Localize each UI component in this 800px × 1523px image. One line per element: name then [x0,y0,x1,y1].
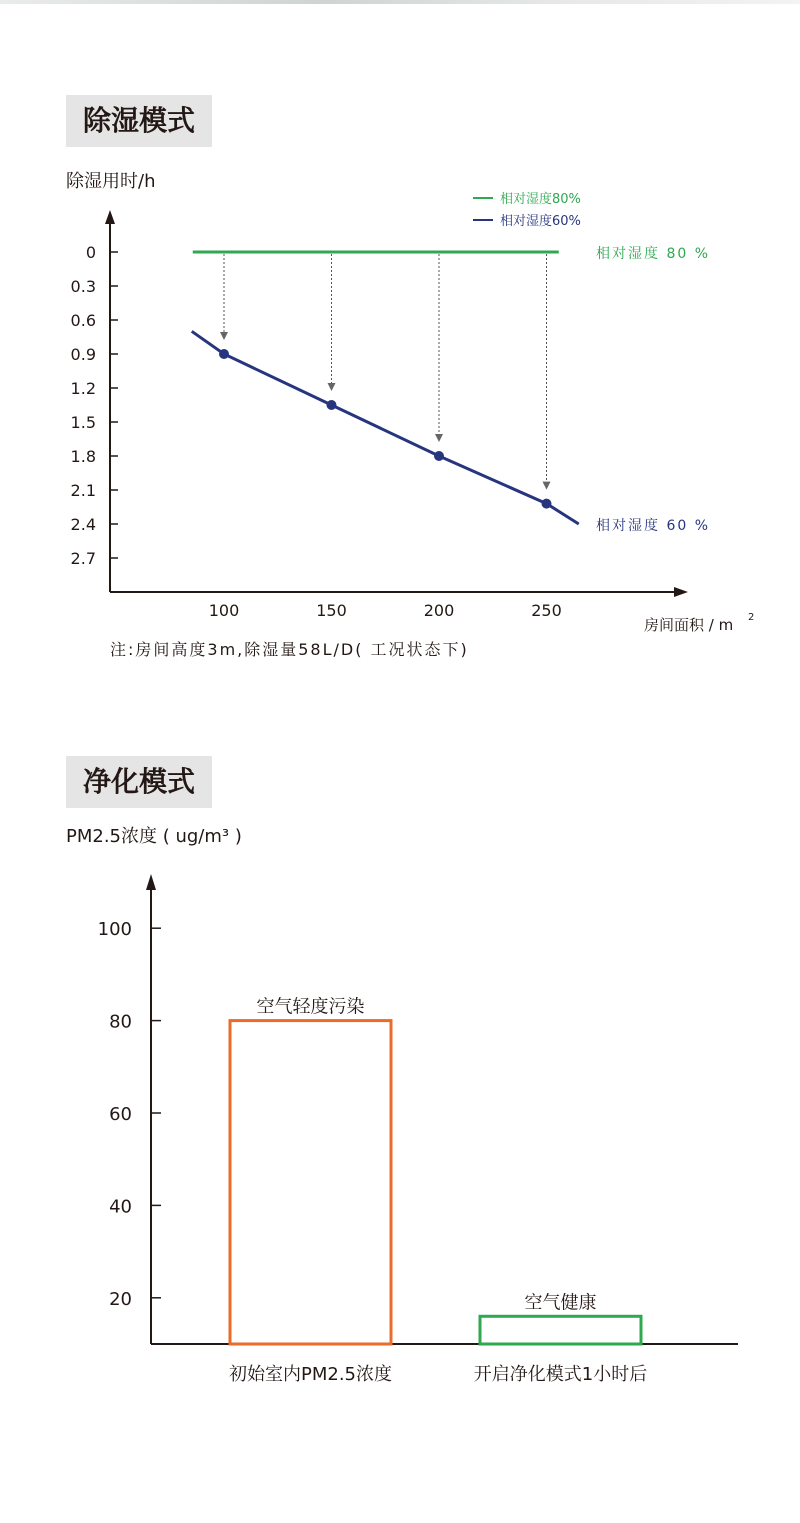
y-tick-label: 1.8 [70,447,96,466]
y-tick-label: 2.1 [70,481,96,500]
series-point-rh60 [327,400,337,410]
series-label-rh60: 相对湿度 60 % [596,518,711,534]
purify-y-axis-label: PM2.5浓度 ( ug/m³ ) [66,826,242,847]
y-axis-arrow [105,210,115,224]
drop-guide-arrow [328,383,336,391]
bar-label: 空气轻度污染 [256,996,365,1018]
bar-label: 空气健康 [524,1292,597,1314]
y-tick-label: 2.4 [70,515,96,534]
series-label-rh80: 相对湿度 80 % [596,246,711,262]
category-label: 开启净化模式1小时后 [473,1364,648,1385]
drop-guide-arrow [543,482,551,490]
y-tick-label: 40 [109,1196,132,1218]
x-axis-label: 房间面积 / m [644,616,734,634]
series-point-rh60 [434,451,444,461]
drop-guide-arrow [220,332,228,340]
series-line-rh60 [192,331,579,524]
x-tick-label: 100 [208,601,240,620]
series-point-rh60 [219,349,229,359]
x-tick-label: 200 [423,601,455,620]
dehumidify-chart [0,150,800,640]
y-tick-label: 2.7 [70,549,96,568]
y-axis-arrow [146,874,156,890]
category-label: 初始室内PM2.5浓度 [228,1364,393,1385]
y-tick-label: 20 [109,1288,132,1310]
y-tick-label: 1.5 [70,413,96,432]
x-tick-label: 250 [531,601,562,620]
legend-label-rh60: 相对湿度60% [500,214,581,229]
series-point-rh60 [542,499,552,509]
x-axis-arrow [674,587,688,597]
y-tick-label: 80 [109,1011,132,1033]
y-tick-label: 60 [109,1104,132,1125]
drop-guide-arrow [435,434,443,442]
legend-label-rh80: 相对湿度80% [500,192,581,207]
dehumidify-mode-title: 除湿模式 [66,95,212,147]
y-tick-label: 1.2 [70,379,96,398]
x-tick-label: 150 [316,601,347,620]
dehumidify-y-axis-label: 除湿用时/h [66,171,156,192]
purify-mode-title: 净化模式 [66,756,212,808]
dehumidify-note: 注:房间高度3m,除湿量58L/D( 工况状态下) [110,640,469,659]
bar [480,1316,641,1344]
y-tick-label: 0.9 [70,345,96,364]
top-decorative-strip [0,0,800,4]
bar [230,1021,391,1344]
y-tick-label: 0.6 [70,311,96,330]
y-tick-label: 0 [85,243,96,262]
y-tick-label: 0.3 [70,277,96,296]
x-axis-label-superscript: 2 [748,612,755,623]
purify-chart [0,860,800,1400]
y-tick-label: 100 [97,919,132,941]
